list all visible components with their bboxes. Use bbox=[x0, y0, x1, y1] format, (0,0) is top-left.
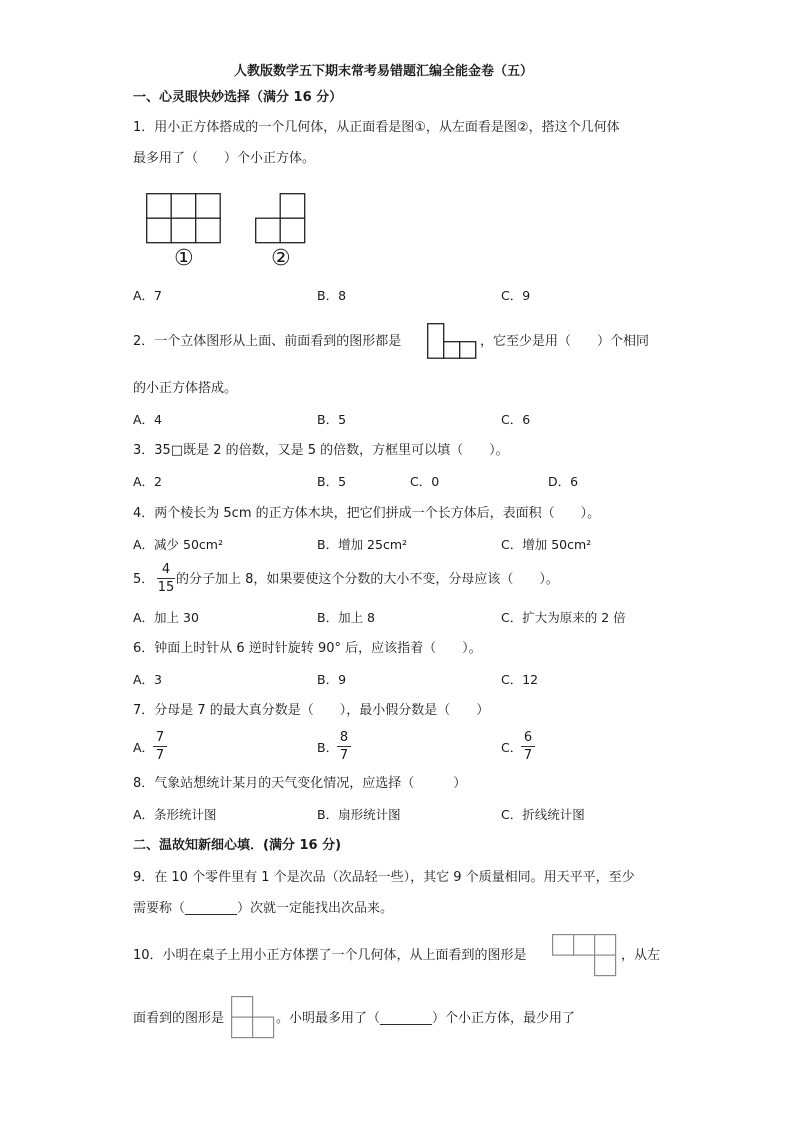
page-title: 人教版数学五下期末常考易错题汇编全能金卷（五） bbox=[234, 64, 534, 79]
fraction-bar bbox=[337, 746, 351, 747]
question-4-option-c[interactable]: C．增加 50cm² bbox=[501, 537, 592, 552]
question-2-text: 2．一个立体图形从上面、前面看到的图形都是 bbox=[133, 334, 402, 349]
section-heading-choice: 一、心灵眼快妙选择（满分 16 分） bbox=[133, 90, 343, 105]
question-1-option-a[interactable]: A．7 bbox=[133, 288, 163, 303]
question-1-text: 1．用小正方体搭成的一个几何体，从正面看是图①，从左面看是图②，搭这个几何体 bbox=[133, 120, 620, 135]
fraction-numerator: 7 bbox=[155, 730, 165, 745]
question-1-text-cont: 最多用了（ ）个小正方体。 bbox=[133, 151, 316, 166]
figure-top-view bbox=[552, 934, 618, 977]
question-8-text: 8．气象站想统计某月的天气变化情况，应选择（ ） bbox=[133, 776, 467, 791]
question-9-text: 9．在 10 个零件里有 1 个是次品（次品轻一些），其它 9 个质量相同。用天平平，至少 bbox=[133, 870, 635, 885]
question-9-text-cont: 需要称（________）次就一定能找出次品来。 bbox=[133, 901, 394, 916]
question-3-option-b[interactable]: B．5 bbox=[317, 474, 347, 489]
figure-front-view bbox=[146, 193, 222, 244]
fraction-denominator: 15 bbox=[157, 580, 175, 595]
question-8-option-c[interactable]: C．折线统计图 bbox=[501, 807, 585, 822]
fraction-bar bbox=[157, 578, 175, 579]
fraction-numerator: 4 bbox=[161, 562, 171, 577]
fraction-denominator: 7 bbox=[339, 748, 349, 763]
question-7-text: 7．分母是 7 的最大真分数是（ ），最小假分数是（ ） bbox=[133, 703, 490, 718]
fraction-bar bbox=[521, 746, 535, 747]
question-7-option-a-label[interactable]: A． bbox=[133, 740, 155, 755]
question-6-text: 6．钟面上时针从 6 逆时针旋转 90° 后，应该指着（ ）。 bbox=[133, 641, 482, 656]
question-5-option-b[interactable]: B．加上 8 bbox=[317, 610, 376, 625]
question-5-option-a[interactable]: A．加上 30 bbox=[133, 610, 199, 625]
question-10-text-line2: 面看到的图形是 bbox=[133, 1011, 225, 1026]
question-7-option-c-fraction[interactable] bbox=[521, 730, 535, 763]
question-5-number: 5． bbox=[133, 572, 155, 587]
question-5-fraction bbox=[157, 562, 175, 595]
question-7-option-b-label[interactable]: B． bbox=[317, 740, 339, 755]
question-7-option-a-fraction[interactable] bbox=[153, 730, 167, 763]
question-2-option-c[interactable]: C．6 bbox=[501, 412, 531, 427]
question-10-text: 10．小明在桌子上用小正方体摆了一个几何体，从上面看到的图形是 bbox=[133, 948, 527, 963]
question-6-option-c[interactable]: C．12 bbox=[501, 672, 539, 687]
question-7-option-b-fraction[interactable] bbox=[337, 730, 351, 763]
question-3-text: 3．35□既是 2 的倍数，又是 5 的倍数，方框里可以填（ ）。 bbox=[133, 443, 509, 458]
question-5-text: 的分子加上 8，如果要使这个分数的大小不变，分母应该（ ）。 bbox=[176, 572, 559, 587]
question-5-option-c[interactable]: C．扩大为原来的 2 倍 bbox=[501, 610, 626, 625]
question-1-option-c[interactable]: C．9 bbox=[501, 288, 531, 303]
question-2-option-b[interactable]: B．5 bbox=[317, 412, 347, 427]
question-2-text-line2: 的小正方体搭成。 bbox=[133, 381, 238, 396]
question-3-option-d[interactable]: D．6 bbox=[548, 474, 579, 489]
question-1-option-b[interactable]: B．8 bbox=[317, 288, 347, 303]
question-4-text: 4．两个棱长为 5cm 的正方体木块，把它们拼成一个长方体后，表面积（ ）。 bbox=[133, 506, 601, 521]
question-6-option-a[interactable]: A．3 bbox=[133, 672, 163, 687]
question-8-option-b[interactable]: B．扇形统计图 bbox=[317, 807, 401, 822]
question-2-option-a[interactable]: A．4 bbox=[133, 412, 163, 427]
fraction-denominator: 7 bbox=[523, 748, 533, 763]
question-2-text-cont: ，它至少是用（ ）个相同 bbox=[480, 334, 650, 349]
figure-left-side-view bbox=[231, 996, 275, 1039]
fraction-numerator: 6 bbox=[523, 730, 533, 745]
question-7-option-c-label[interactable]: C． bbox=[501, 740, 523, 755]
question-10-text-cont: ，从左 bbox=[621, 948, 661, 963]
question-6-option-b[interactable]: B．9 bbox=[317, 672, 347, 687]
question-4-option-a[interactable]: A．减少 50cm² bbox=[133, 537, 223, 552]
question-3-option-c[interactable]: C．0 bbox=[410, 474, 440, 489]
fraction-numerator: 8 bbox=[339, 730, 349, 745]
figure-left-view bbox=[255, 193, 307, 244]
fraction-bar bbox=[153, 746, 167, 747]
fraction-denominator: 7 bbox=[155, 748, 165, 763]
question-10-text-line2-cont: 。小明最多用了（________）个小正方体，最少用了 bbox=[276, 1011, 576, 1026]
question-4-option-b[interactable]: B．增加 25cm² bbox=[317, 537, 408, 552]
section-heading-fill: 二、温故知新细心填．(满分 16 分) bbox=[133, 838, 342, 853]
figure-three-squares bbox=[427, 323, 477, 360]
figure-1-label: ① bbox=[174, 246, 194, 271]
figure-2-label: ② bbox=[271, 246, 291, 271]
question-3-option-a[interactable]: A．2 bbox=[133, 474, 163, 489]
question-8-option-a[interactable]: A．条形统计图 bbox=[133, 807, 217, 822]
